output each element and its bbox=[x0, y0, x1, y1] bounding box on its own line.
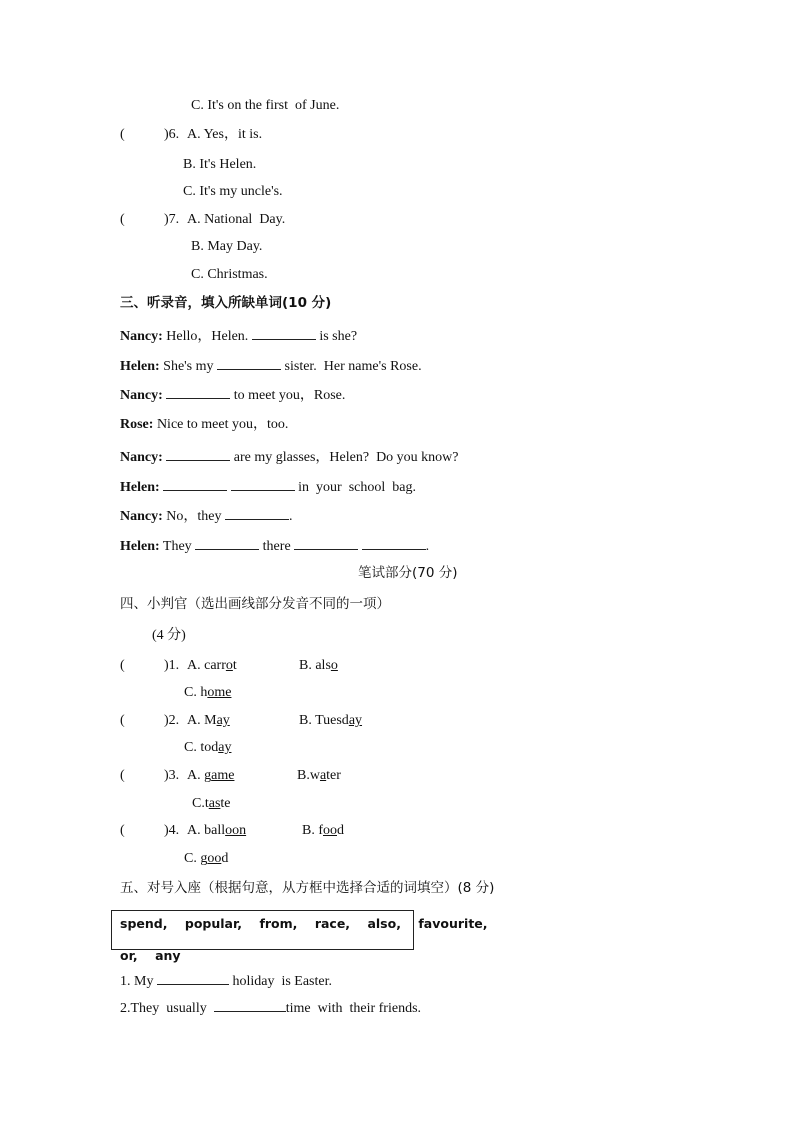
sentence-text: 1. My bbox=[120, 974, 157, 989]
dialogue-text: Hello，Helen. bbox=[162, 329, 252, 344]
option-text: A. carr bbox=[187, 658, 226, 673]
written-part-heading: 笔试部分(70 分) bbox=[358, 565, 458, 581]
paren: ( bbox=[120, 658, 125, 673]
dialogue-line-6 bbox=[120, 477, 416, 497]
answer-blank[interactable] bbox=[231, 477, 295, 491]
q6-option-c: C. It's my uncle's. bbox=[183, 184, 283, 199]
dialogue-text: They bbox=[159, 539, 196, 554]
item2-option-c bbox=[184, 739, 231, 757]
answer-blank[interactable] bbox=[157, 971, 229, 985]
item2-option-b bbox=[299, 712, 362, 730]
dialogue-text: are my glasses，Helen? Do you know? bbox=[230, 450, 459, 465]
underlined-letters: as bbox=[208, 796, 221, 811]
answer-blank[interactable] bbox=[214, 998, 286, 1012]
section4-points: (4 分) bbox=[152, 628, 186, 643]
paren: ( bbox=[120, 768, 125, 783]
item4-option-c bbox=[184, 850, 228, 868]
speaker: Nancy: bbox=[120, 509, 163, 524]
underlined-letters: a bbox=[319, 768, 327, 783]
option-text: C.t bbox=[192, 796, 209, 811]
item3-option-c bbox=[192, 795, 231, 813]
option-text: A. M bbox=[187, 713, 217, 728]
underlined-letters: oo bbox=[207, 851, 222, 866]
underlined-letters: ay bbox=[348, 713, 363, 728]
speaker: Helen: bbox=[120, 539, 160, 554]
option-text: A. ball bbox=[187, 823, 226, 838]
underlined-letters: ome bbox=[207, 685, 232, 700]
section5-heading: 五、对号入座（根据句意，从方框中选择合适的词填空）(8 分) bbox=[120, 880, 495, 896]
option-text: t bbox=[232, 658, 237, 673]
item-number: )4. bbox=[164, 823, 180, 838]
q2-sentence bbox=[120, 998, 421, 1018]
option-text: B. als bbox=[299, 658, 331, 673]
option-text: C. h bbox=[184, 685, 208, 700]
option-text: C. tod bbox=[184, 740, 219, 755]
answer-blank[interactable] bbox=[166, 385, 230, 399]
section4-heading: 四、小判官（选出画线部分发音不同的一项） bbox=[120, 596, 390, 612]
q7-option-b: B. May Day. bbox=[191, 239, 263, 254]
option-text: ter bbox=[326, 768, 341, 783]
answer-blank[interactable] bbox=[163, 477, 227, 491]
q6-option-b: B. It's Helen. bbox=[183, 157, 257, 172]
option-text: B. f bbox=[302, 823, 323, 838]
section3-heading: 三、听录音，填入所缺单词(10 分) bbox=[120, 295, 332, 311]
speaker: Nancy: bbox=[120, 450, 163, 465]
speaker: Helen: bbox=[120, 359, 160, 374]
answer-blank[interactable] bbox=[195, 536, 259, 550]
underlined-letters: ay bbox=[218, 740, 232, 755]
answer-blank[interactable] bbox=[362, 536, 426, 550]
dialogue-text: . bbox=[289, 509, 293, 524]
underlined-letters: oon bbox=[225, 823, 247, 838]
answer-blank[interactable] bbox=[294, 536, 358, 550]
item4-option-b bbox=[302, 822, 344, 840]
dialogue-text: She's my bbox=[159, 359, 218, 374]
word-box-line-2: or, any bbox=[120, 948, 181, 963]
word-box-line-1: spend, popular, from, race, also, favourite, bbox=[120, 916, 488, 931]
q7-option-a: A. National Day. bbox=[187, 212, 286, 227]
underlined-letters: ame bbox=[211, 768, 235, 783]
item-number: )3. bbox=[164, 768, 180, 783]
speaker: Nancy: bbox=[120, 329, 163, 344]
option-text: te bbox=[220, 796, 231, 811]
dialogue-line-7 bbox=[120, 506, 293, 526]
dialogue-line-5 bbox=[120, 447, 459, 467]
dialogue-line-3 bbox=[120, 385, 345, 405]
speaker: Nancy: bbox=[120, 388, 163, 403]
sentence-text: holiday is Easter. bbox=[228, 974, 332, 989]
underlined-letters: o bbox=[225, 658, 233, 673]
item1-option-a bbox=[187, 657, 237, 675]
item1-option-c bbox=[184, 684, 231, 702]
q6-option-a: A. Yes，it is. bbox=[187, 127, 263, 142]
option-text: d bbox=[221, 851, 229, 866]
dialogue-line-8 bbox=[120, 536, 429, 556]
option-text: B. Tuesd bbox=[299, 713, 349, 728]
option-text: d bbox=[337, 823, 344, 838]
item-number: )2. bbox=[164, 713, 180, 728]
sentence-text: time with their friends. bbox=[285, 1001, 422, 1016]
paren: ( bbox=[120, 823, 125, 838]
answer-blank[interactable] bbox=[252, 326, 316, 340]
dialogue-text: in your school bag. bbox=[294, 480, 416, 495]
option-text: B.w bbox=[297, 768, 320, 783]
q7-option-c: C. Christmas. bbox=[191, 267, 268, 282]
underlined-letters: o bbox=[330, 658, 338, 673]
q1-sentence bbox=[120, 971, 332, 991]
answer-blank[interactable] bbox=[166, 447, 230, 461]
dialogue-line-1 bbox=[120, 326, 357, 346]
item2-option-a bbox=[187, 712, 230, 730]
q6-paren: ( bbox=[120, 127, 125, 142]
dialogue-line-4 bbox=[120, 416, 288, 434]
answer-blank[interactable] bbox=[225, 506, 289, 520]
speaker: Rose: bbox=[120, 417, 154, 432]
item-number: )1. bbox=[164, 658, 180, 673]
dialogue-text: is she? bbox=[315, 329, 358, 344]
dialogue-text: No，they bbox=[162, 509, 225, 524]
item4-option-a bbox=[187, 822, 246, 840]
answer-blank[interactable] bbox=[217, 356, 281, 370]
q7-paren: ( bbox=[120, 212, 125, 227]
dialogue-text: . bbox=[425, 539, 430, 554]
item3-option-a bbox=[187, 767, 234, 785]
underlined-letters: oo bbox=[323, 823, 337, 838]
option-text: A. g bbox=[187, 768, 212, 783]
paren: ( bbox=[120, 713, 125, 728]
speaker: Helen: bbox=[120, 480, 160, 495]
item3-option-b bbox=[297, 767, 341, 785]
dialogue-text: sister. Her name's Rose. bbox=[281, 359, 422, 374]
dialogue-text: to meet you，Rose. bbox=[230, 388, 346, 403]
q7-number: )7. bbox=[164, 212, 180, 227]
underlined-letters: ay bbox=[216, 713, 230, 728]
dialogue-text: there bbox=[259, 539, 295, 554]
q5-option-c: C. It's on the first of June. bbox=[191, 98, 340, 113]
sentence-text: 2.They usually bbox=[120, 1001, 214, 1016]
dialogue-line-2 bbox=[120, 356, 422, 376]
dialogue-text: Nice to meet you，too. bbox=[153, 417, 289, 432]
option-text: C. g bbox=[184, 851, 208, 866]
item1-option-b bbox=[299, 657, 338, 675]
q6-number: )6. bbox=[164, 127, 180, 142]
